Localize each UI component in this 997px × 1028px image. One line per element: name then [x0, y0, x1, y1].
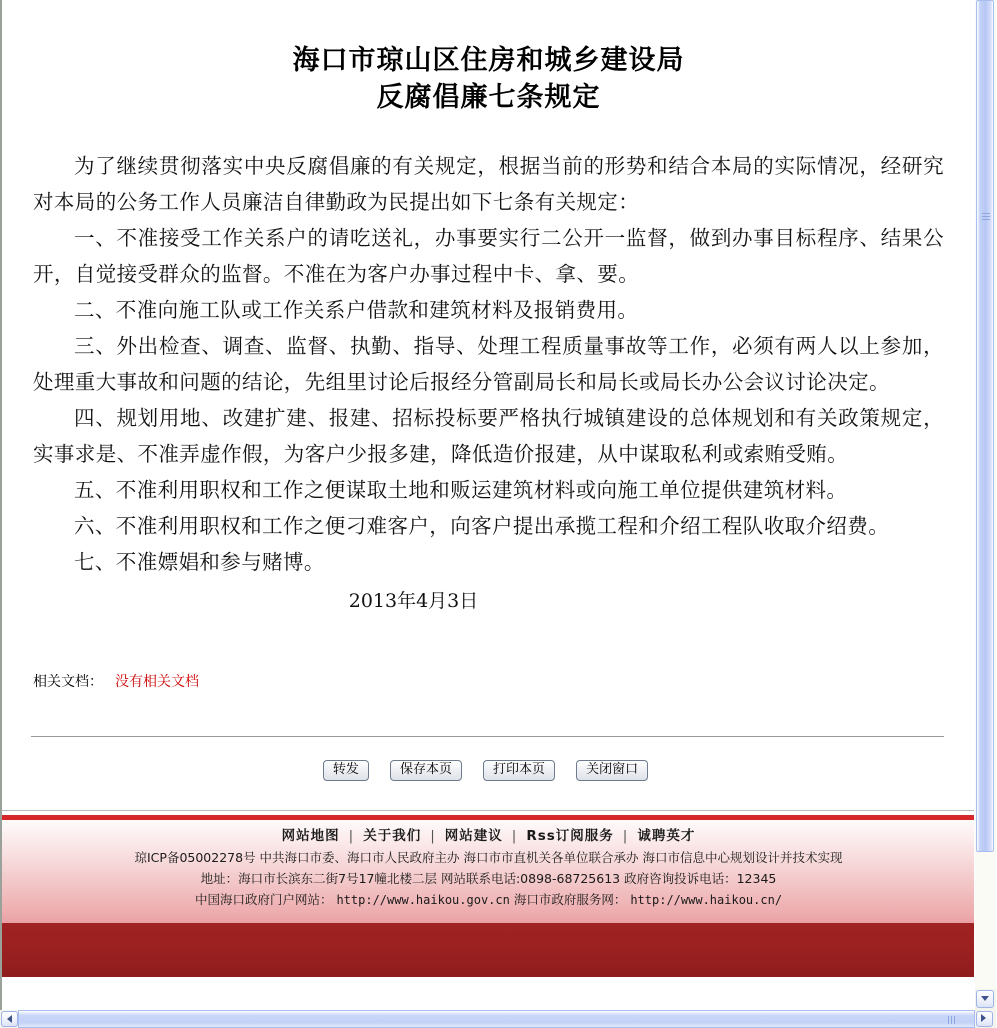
body-paragraph-7: 六、不准利用职权和工作之便刁难客户，向客户提出承揽工程和介绍工程队收取介绍费。 — [74, 514, 890, 538]
footer-nav-divider-1: | — [348, 828, 355, 844]
footer-nav-divider-2: | — [430, 828, 436, 844]
save-page-button[interactable]: 保存本页 — [390, 760, 462, 781]
footer-address-line: 地址：海口市长滨东二街7号17幢北楼二层 网站联系电话:0898-68725613 政府咨询投诉电话：12345 — [200, 871, 777, 886]
body-paragraph-5: 四、规划用地、改建扩建、报建、招标投标要严格执行城镇建设的总体规划和有关政策规定，实事求是、不准弄虚作假，为客户少报多建，降低造价报建，从中谋取私利或索贿受贿。 — [33, 406, 944, 466]
footer-icp-line: 琼ICP备05002278号 中共海口市委、海口市人民政府主办 海口市市直机关各单位联合承办 海口市信息中心规划设计并技术实现 — [134, 850, 843, 865]
footer-sites-line — [2, 889, 975, 911]
document-body — [33, 116, 944, 580]
page-title — [2, 0, 975, 116]
chevron-down-icon — [981, 996, 989, 1001]
scroll-left-button[interactable] — [1, 1011, 18, 1027]
body-paragraph-2: 一、不准接受工作关系户的请吃送礼，办事要实行二公开一监督，做到办事目标程序、结果公开，自觉接受群众的监督。不准在为客户办事过程中卡、拿、要。 — [33, 226, 944, 286]
site-footer — [2, 810, 975, 977]
footer-link-sitemap[interactable]: 网站地图 — [281, 828, 340, 844]
footer-link-careers[interactable]: 诚聘英才 — [637, 828, 696, 844]
scroll-down-button[interactable] — [976, 990, 994, 1008]
footer-top-divider — [2, 810, 975, 811]
related-documents-label: 相关文档： — [33, 674, 103, 690]
footer-portal-label: 中国海口政府门户网站： — [194, 892, 333, 907]
print-page-button[interactable]: 打印本页 — [483, 760, 555, 781]
page-title-line-2: 反腐倡廉七条规定 — [376, 82, 601, 113]
related-documents — [33, 672, 975, 692]
body-paragraph-3: 二、不准向施工队或工作关系户借款和建筑材料及报销费用。 — [74, 298, 639, 322]
scrollbar-grip-icon — [982, 213, 990, 220]
footer-link-about-us[interactable]: 关于我们 — [363, 828, 422, 844]
footer-nav — [2, 825, 975, 847]
scrollbar-grip-horizontal-icon — [948, 1016, 956, 1024]
footer-link-rss[interactable]: Rss订阅服务 — [526, 828, 614, 844]
chevron-left-icon — [7, 1015, 12, 1023]
document-date: 2013年4月3日 — [348, 590, 479, 612]
footer-nav-divider-4: | — [622, 828, 629, 844]
document-page — [2, 0, 975, 1010]
scroll-right-button[interactable] — [975, 1010, 996, 1028]
vertical-scrollbar-track[interactable] — [975, 0, 996, 989]
footer-content — [2, 820, 975, 923]
footer-service-url[interactable]: http://www.haikou.cn/ — [630, 893, 783, 907]
footer-dark-band — [2, 923, 975, 977]
horizontal-scrollbar[interactable] — [0, 1010, 975, 1028]
footer-service-label: 海口市政府服务网： — [513, 892, 627, 907]
forward-button[interactable]: 转发 — [323, 760, 369, 781]
body-paragraph-1: 为了继续贯彻落实中央反腐倡廉的有关规定，根据当前的形势和结合本局的实际情况，经研究对本局的公务工作人员廉洁自律勤政为民提出如下七条有关规定： — [33, 154, 944, 214]
footer-portal-url[interactable]: http://www.haikou.gov.cn — [336, 893, 510, 907]
footer-nav-divider-3: | — [511, 828, 518, 844]
body-paragraph-4: 三、外出检查、调查、监督、执勤、指导、处理工程质量事故等工作，必须有两人以上参加，处理重大事故和问题的结论，先组里讨论后报经分管副局长和局长或局长办公会议讨论决定。 — [33, 334, 944, 394]
page-title-line-1: 海口市琼山区住房和城乡建设局 — [292, 45, 685, 76]
close-window-button[interactable]: 关闭窗口 — [576, 760, 648, 781]
horizontal-scrollbar-thumb[interactable] — [18, 1010, 975, 1028]
vertical-scrollbar-thumb[interactable] — [976, 0, 994, 852]
footer-link-suggestions[interactable]: 网站建议 — [444, 828, 503, 844]
related-documents-value: 没有相关文档 — [115, 674, 199, 690]
chevron-right-icon — [981, 1014, 986, 1022]
content-divider — [31, 736, 944, 737]
body-paragraph-8: 七、不准嫖娼和参与赌博。 — [74, 550, 325, 574]
action-button-bar — [2, 758, 975, 781]
body-paragraph-6: 五、不准利用职权和工作之便谋取土地和贩运建筑材料或向施工单位提供建筑材料。 — [74, 478, 848, 502]
vertical-scrollbar[interactable] — [974, 0, 996, 1010]
